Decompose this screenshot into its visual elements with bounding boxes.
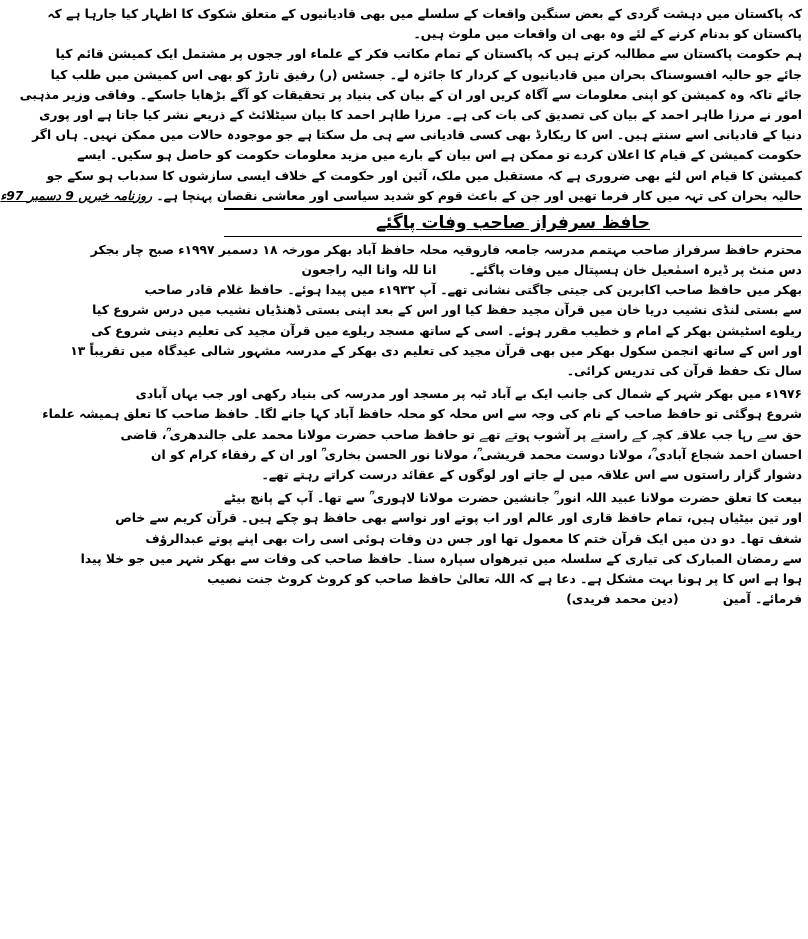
text-fragment: حالیہ بحران کی تہہ میں کار فرما تھیں اور جن کے باعث قوم کو شدید سیاسی اور معاشی نقصان پہنچا ہے۔ <box>156 188 802 203</box>
text-line: اور تین بیٹیاں ہیں، تمام حافظ قاری اور عالم اور اب پوتے اور نواسے بھی حافظ ہو چکے ہیں۔ قرآن کریم سے خاص <box>115 511 802 526</box>
text-line: امور نے مرزا طاہر احمد کے بیان کی تصدیق کی بات کی ہے۔ مرزا طاہر احمد کا بیان سیٹلائٹ کے ذریعے نشر کیا جاتا ہے اور پوری <box>39 107 802 122</box>
document-page <box>0 4 802 609</box>
text-fragment: دس منٹ پر ڈیرہ اسمٰعیل خان ہسپتال میں وفات پاگئے۔ <box>468 263 802 278</box>
text-line: دنیا کے قادیانی اسے سنتے ہیں۔ اس کا ریکارڈ بھی کسی قادیانی سے ہی مل سکتا ہے جو موجودہ حالات میں ممکن نہیں۔ ہاں اگر <box>32 128 802 143</box>
text-line: حکومت کمیشن کے قیام کا اعلان کردے تو ممکن ہے اس بیان کے بارے میں مزید معلومات حکومت کو حاصل ہو سکیں۔ ایسے <box>77 148 802 163</box>
inna-lillah: انا للہ وانا الیہ راجعون <box>301 263 437 278</box>
article-headline: حافظ سرفراز صاحب وفات پاگئے <box>375 212 651 233</box>
obituary-article <box>42 240 802 609</box>
text-line: سال تک حفظ قرآن کی تدریس کرائی۔ <box>566 364 802 378</box>
text-line: احسان احمد شجاع آبادی ؒ، مولانا دوست محمد قریشی ؒ، مولانا نور الحسن بخاری ؒ اور ان کے رفقاء کرام کو ان <box>151 447 802 462</box>
text-line-with-source <box>0 186 802 206</box>
text-line: جائے تاکہ وہ کمیشن کو اپنی معلومات سے آگاہ کریں اور ان کے بیان کی بنیاد پر تحقیقات کو آگے بڑھایا جاسکے۔ وفاقی وزیر مذہبی <box>19 87 802 102</box>
text-line-with-signature <box>224 589 802 609</box>
editorial-block <box>0 4 802 206</box>
text-line: کہ پاکستان میں دہشت گردی کے بعض سنگین واقعات کے سلسلے میں بھی قادیانیوں کے متعلق شکوک کا اظہار کیا جارہا ہے کہ <box>47 7 802 21</box>
text-line: بیعت کا تعلق حضرت مولانا عبید اللہ انور ؒ جانشین حضرت مولانا لاہوری ؒ سے تھا۔ آپ کے پانچ بیٹے <box>224 491 802 506</box>
text-line: ہم حکومت پاکستان سے مطالبہ کرتے ہیں کہ پاکستان کے تمام مکاتب فکر کے علماء اور ججوں پر مشتمل ایک کمیشن قائم کیا <box>55 47 802 62</box>
text-line: پاکستان کو بدنام کرنے کے لئے وہ بھی ان واقعات میں ملوث ہیں۔ <box>413 27 802 42</box>
text-line: سے بستی لنڈی نشیب دریا خان میں قرآن مجید حفظ کیا اور اس کے بعد اپنی بستی ڈھنڈیاں نشیب میں درس شروع کیا <box>92 303 802 318</box>
text-line: جائے جو حالیہ افسوسناک بحران میں قادیانیوں کے کردار کا جائزہ لے۔ جسٹس (ر) رفیق تارڑ کو بھی اس کمیشن میں طلب کیا <box>50 67 802 82</box>
text-line: حق سے رہا جب علاقہ کچہ کے راستے پر آشوب ہوتے تھے تو حافظ صاحب حضرت مولانا محمد علی جالندھری ؒ، قاضی <box>120 427 802 442</box>
text-line: ۱۹۷۶ء میں بھکر شہر کے شمال کی جانب ایک بے آباد ٹبہ پر مسجد اور مدرسہ کی بنیاد رکھی اور جب یہاں آبادی <box>135 387 802 402</box>
text-line: ریلوے اسٹیشن بھکر کے امام و خطیب مقرر ہوئے۔ اسی کے ساتھ مسجد ریلوے میں قرآن مجید کی تعلیم دینی شروع کی <box>91 323 802 338</box>
text-line: دشوار گزار راستوں سے اس علاقہ میں لے جاتے اور لوگوں کے عقائد درست کراتے رہتے تھے۔ <box>261 467 802 482</box>
text-line: اور اس کے ساتھ انجمن سکول بھکر میں بھی قرآن مجید کی تعلیم دی بھکر کے مدرسہ مشہور شالی عیدگاہ میں تقریباً ۱۳ <box>70 343 802 358</box>
text-line: سے رمضان المبارک کی تیاری کے سلسلہ میں تیرھواں سپارہ سنا۔ حافظ صاحب کی وفات سے بھکر شہر میں جو خلا پیدا <box>80 551 802 566</box>
source-citation: روزنامہ خبریں 9 دسمبر 97ء <box>0 188 153 203</box>
text-line: شغف تھا۔ دو دن میں ایک قرآن ختم کا معمول تھا اور جس دن وفات ہوئی اسی رات بھی اپنے پوتے عبدالرؤف <box>145 531 802 546</box>
text-line: بھکر میں حافظ صاحب اکابرین کی جیتی جاگتی نشانی تھے۔ آپ ۱۹۳۲ء میں پیدا ہوئے۔ حافظ غلام قادر صاحب <box>144 283 802 298</box>
text-line: شروع ہوگئی تو حافظ صاحب کے نام کی وجہ سے اس محلہ کو محلہ حافظ آباد کہا جانے لگا۔ حافظ صاحب کا تعلق ہمیشہ علماء <box>42 407 802 422</box>
text-line: ہوا ہے اس کا پر ہونا بہت مشکل ہے۔ دعا ہے کہ اللہ تعالیٰ حافظ صاحب کو کروٹ کروٹ جنت نصیب <box>207 571 802 586</box>
text-line-with-prayer <box>224 260 802 280</box>
text-line: کمیشن کا قیام اس لئے بھی ضروری ہے کہ مستقبل میں ملک، آئین اور حکومت کے خلاف ایسی سازشوں کا سدباب ہو سکے جو <box>46 168 802 183</box>
text-fragment: فرمائے۔ آمین <box>722 592 802 607</box>
author-signature: (دین محمد فریدی) <box>566 592 679 607</box>
text-line: محترم حافظ سرفراز صاحب مہتمم مدرسہ جامعہ فاروقیہ محلہ حافظ آباد بھکر مورخہ ۱۸ دسمبر ۱۹۹۷ء صبح چار بجکر <box>90 242 802 257</box>
